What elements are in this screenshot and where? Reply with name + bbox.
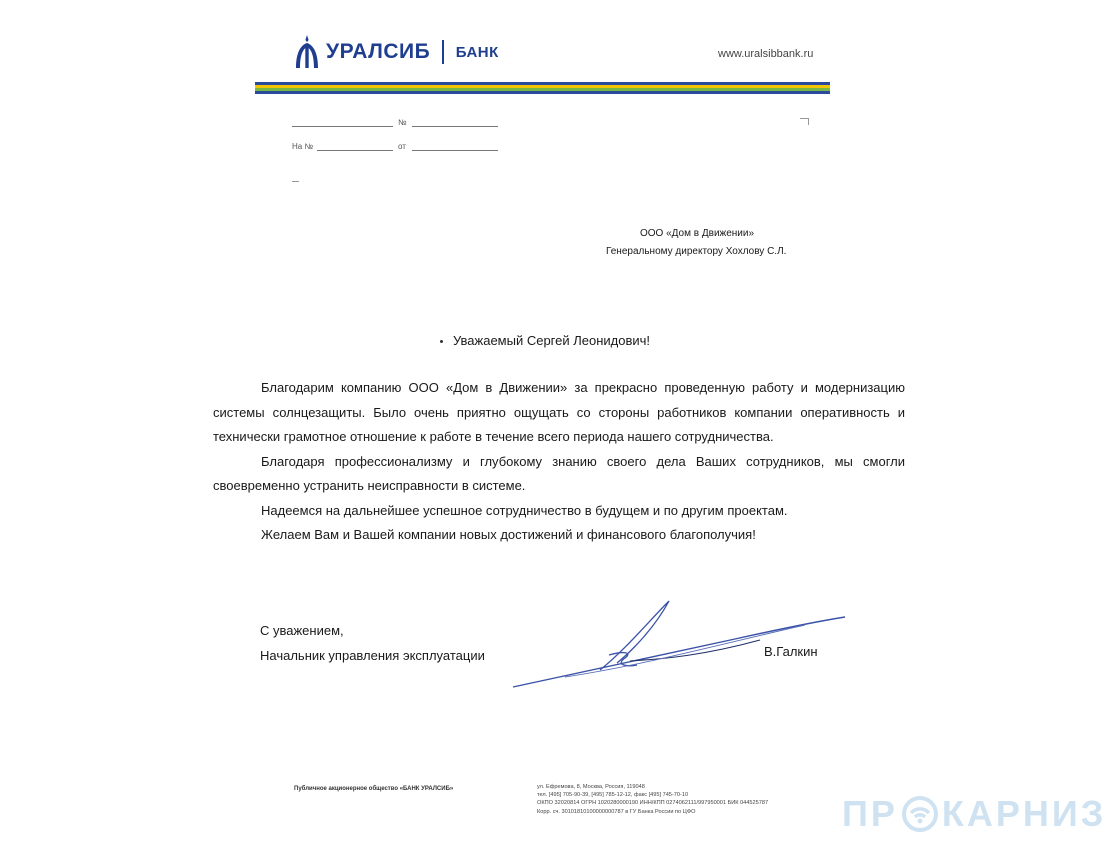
handwritten-signature (505, 595, 850, 695)
bank-website: www.uralsibbank.ru (718, 48, 814, 60)
logo-divider (442, 40, 444, 64)
paragraph-3: Надеемся на дальнейшее успешное сотрудничество в будущем и по другим проектам. (261, 502, 788, 518)
outgoing-number-line (412, 126, 498, 127)
addressee-position: Генеральному директору Хохлову С.Л. (606, 246, 787, 257)
footer-details (537, 783, 807, 816)
address-corner-mark (800, 118, 809, 125)
paragraph-1: Благодарим компанию ООО «Дом в Движении» за прекрасно проведенную работу и модернизацию системы солнцезащиты. Было очень приятно ощущать со стороны работников компании оперативность и технически грамотное отношение к работе в течение всего периода нашего сотрудничества. (213, 380, 905, 444)
from-label: от (398, 142, 406, 151)
watermark-text-end: КАРНИЗ (941, 793, 1106, 834)
uralsib-emblem-icon (292, 34, 322, 70)
footer-account: Корр. сч. 30101810100000000787 в ГУ Банка России по ЦФО (537, 808, 696, 815)
paragraph-4: Желаем Вам и Вашей компании новых достижений и финансового благополучия! (261, 527, 756, 542)
reply-number-line (317, 150, 393, 151)
signatory-position: Начальник управления эксплуатации (260, 647, 485, 663)
footer-address: ул. Ефремова, 8, Москва, Россия, 119048 (537, 784, 645, 790)
stripe-blue-bottom (255, 91, 830, 94)
salutation-dot (440, 340, 443, 343)
closing-block (260, 619, 485, 668)
wifi-icon (900, 794, 940, 834)
signatory-name: В.Галкин (764, 644, 818, 659)
number-label: № (398, 118, 407, 127)
footer-registration: ОКПО 32020814 ОГРН 1020280000190 ИНН/КПП 0274062111/997950001 БИК 044525787 (537, 800, 769, 807)
margin-dash (292, 181, 299, 182)
salutation-text: Уважаемый Сергей Леонидович! (453, 333, 651, 348)
bank-word: БАНК (455, 43, 499, 61)
outgoing-date-line (292, 126, 393, 127)
reply-date-line (412, 150, 498, 151)
watermark-text-start: ПР (842, 793, 898, 834)
watermark (842, 792, 1106, 836)
closing-regards: С уважением, (260, 623, 344, 638)
footer-phones: тел. [495] 705-90-39, [495] 785-12-12, факс [495] 745-70-10 (537, 792, 689, 799)
footer-company: Публичное акционерное общество «БАНК УРАЛСИБ» (294, 786, 454, 792)
salutation (440, 333, 650, 348)
reply-to-label: На № (292, 142, 314, 151)
bank-logo (292, 34, 499, 70)
bank-name: УРАЛСИБ (326, 40, 431, 63)
letter-body (213, 376, 905, 548)
addressee-company: ООО «Дом в Движении» (640, 228, 755, 239)
letterhead-stripes (255, 82, 830, 97)
paragraph-2: Благодаря профессионализму и глубокому знанию своего дела Ваших сотрудников, мы смогли своевременно устранить неисправности в системе. (213, 453, 905, 493)
